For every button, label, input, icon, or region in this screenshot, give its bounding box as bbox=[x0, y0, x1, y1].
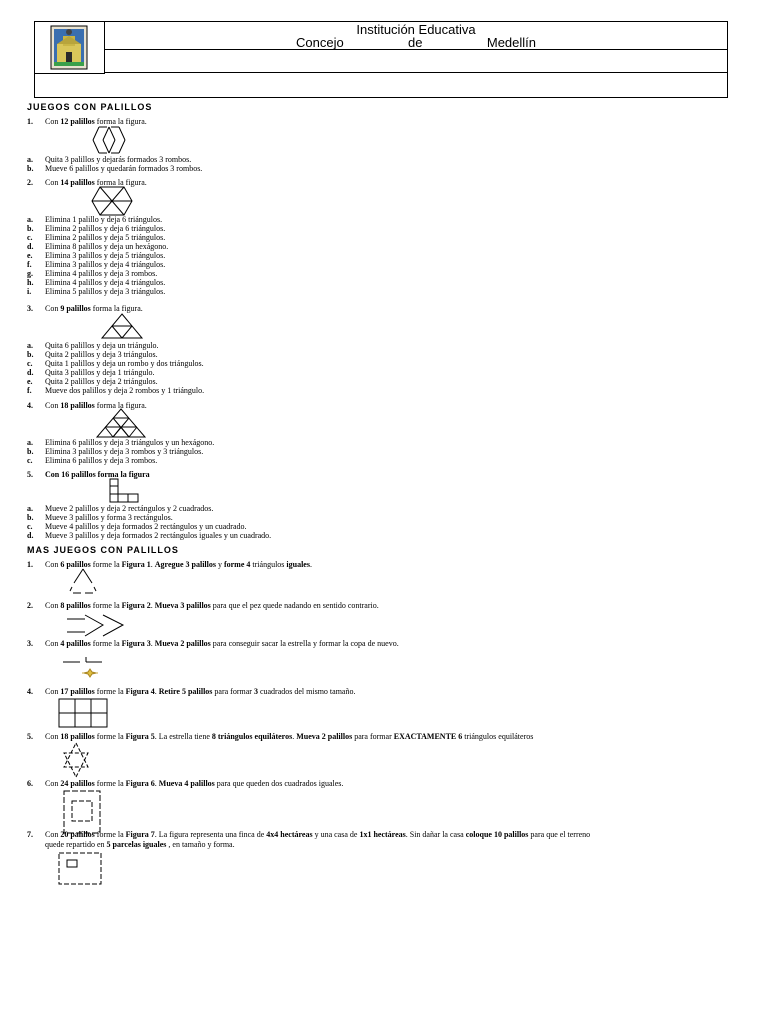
text: forme la bbox=[94, 830, 126, 839]
text: Con bbox=[45, 401, 61, 410]
subtitle-word: Medellín bbox=[486, 35, 536, 50]
bold-text: Con 16 palillos forma la figura bbox=[45, 470, 150, 479]
logo-cell bbox=[35, 22, 105, 73]
item-letter: c. bbox=[27, 359, 33, 368]
item-text: Elimina 6 palillos y deja 3 triángulos y un hexágono. bbox=[45, 438, 215, 447]
text: forma la figura. bbox=[90, 304, 143, 313]
item-letter: d. bbox=[27, 368, 34, 377]
problem-3-statement bbox=[27, 304, 143, 313]
text: . bbox=[309, 560, 312, 569]
problem-number: 1. bbox=[27, 117, 33, 126]
list-item bbox=[27, 215, 162, 224]
list-item bbox=[27, 155, 191, 164]
item-letter: h. bbox=[27, 278, 34, 287]
bold-text: EXACTAMENTE 6 bbox=[393, 732, 463, 741]
text: Con bbox=[45, 560, 61, 569]
bold-text: 8 triángulos equiláteros bbox=[211, 732, 293, 741]
text: forma la figura. bbox=[94, 401, 147, 410]
list-item bbox=[27, 278, 165, 287]
item-text: Quita 2 palillos y deja 3 triángulos. bbox=[45, 350, 158, 359]
list-item bbox=[27, 359, 204, 368]
list-item bbox=[27, 233, 165, 242]
item-letter: a. bbox=[27, 155, 33, 164]
figure-rhombus-hexagon bbox=[93, 126, 133, 154]
list-item bbox=[27, 438, 214, 447]
subtitle-word: de bbox=[408, 35, 423, 50]
bold-text: Mueva 3 palillos bbox=[154, 601, 211, 610]
problem-number: 2. bbox=[27, 601, 33, 610]
item-letter: e. bbox=[27, 377, 33, 386]
text: quede repartido en bbox=[45, 840, 107, 849]
item-text: Elimina 3 palillos y deja 5 triángulos. bbox=[45, 251, 166, 260]
list-item bbox=[27, 531, 271, 540]
bold-text: Figura 7 bbox=[125, 830, 155, 839]
item-letter: c. bbox=[27, 456, 33, 465]
problem-statement-continued bbox=[45, 840, 235, 849]
bold-text: 14 palillos bbox=[60, 178, 95, 187]
text: . bbox=[150, 639, 155, 648]
bold-text: 6 palillos bbox=[60, 560, 91, 569]
header-table bbox=[34, 21, 728, 98]
coat-of-arms-icon bbox=[35, 22, 103, 72]
item-letter: i. bbox=[27, 287, 32, 296]
item-text: Elimina 6 palillos y deja 3 rombos. bbox=[45, 456, 158, 465]
item-letter: d. bbox=[27, 242, 34, 251]
problem-number: 6. bbox=[27, 779, 33, 788]
list-item bbox=[27, 260, 165, 269]
figure-1-triangle bbox=[70, 568, 100, 594]
bold-text: 18 palillos bbox=[60, 401, 95, 410]
text: forme la bbox=[94, 779, 126, 788]
bold-text: Figura 3 bbox=[121, 639, 151, 648]
list-item bbox=[27, 377, 158, 386]
list-item bbox=[27, 164, 202, 173]
item-text: Elimina 3 palillos y deja 3 rombos y 3 triángulos. bbox=[45, 447, 204, 456]
list-item bbox=[27, 224, 165, 233]
bold-text: Figura 5 bbox=[125, 732, 155, 741]
bold-text: 3 bbox=[253, 687, 258, 696]
item-text: Quita 3 palillos y deja 1 triángulo. bbox=[45, 368, 155, 377]
bold-text: 17 palillos bbox=[60, 687, 95, 696]
problem-statement bbox=[27, 779, 343, 788]
problem-number: 4. bbox=[27, 401, 33, 410]
list-item bbox=[27, 242, 168, 251]
item-text: Mueve 3 palillos y deja formados 2 rectángulos iguales y un cuadrado. bbox=[45, 531, 272, 540]
bold-text: 24 palillos bbox=[60, 779, 95, 788]
text: . bbox=[154, 687, 159, 696]
item-text: Mueve 3 palillos y forma 3 rectángulos. bbox=[45, 513, 173, 522]
text: para formar bbox=[352, 732, 394, 741]
list-item bbox=[27, 504, 213, 513]
item-text: Elimina 4 palillos y deja 4 triángulos. bbox=[45, 278, 166, 287]
bold-text: Figura 6 bbox=[125, 779, 155, 788]
problem-number: 3. bbox=[27, 639, 33, 648]
item-text: Elimina 8 palillos y deja un hexágono. bbox=[45, 242, 169, 251]
item-text: Mueve 6 palillos y quedarán formados 3 rombos. bbox=[45, 164, 203, 173]
item-letter: a. bbox=[27, 438, 33, 447]
list-item bbox=[27, 456, 157, 465]
bold-text: 18 palillos bbox=[60, 732, 95, 741]
bold-text: 4 palillos bbox=[60, 639, 91, 648]
item-text: Quita 6 palillos y deja un triángulo. bbox=[45, 341, 159, 350]
item-letter: a. bbox=[27, 341, 33, 350]
bold-text: 1x1 hectáreas bbox=[359, 830, 406, 839]
item-letter: c. bbox=[27, 522, 33, 531]
list-item bbox=[27, 447, 203, 456]
item-letter: c. bbox=[27, 233, 33, 242]
list-item bbox=[27, 368, 155, 377]
text: forme la bbox=[94, 732, 126, 741]
bold-text: Mueva 2 palillos bbox=[154, 639, 211, 648]
text: . Sin dañar la casa bbox=[405, 830, 466, 839]
problem-number: 5. bbox=[27, 732, 33, 741]
list-item bbox=[27, 386, 204, 395]
bold-text: 8 palillos bbox=[60, 601, 91, 610]
bold-text: Retire 5 palillos bbox=[158, 687, 213, 696]
item-letter: b. bbox=[27, 447, 34, 456]
text: Con bbox=[45, 779, 61, 788]
bold-text: Figura 1 bbox=[121, 560, 151, 569]
problem-number: 5. bbox=[27, 470, 33, 479]
item-letter: a. bbox=[27, 504, 33, 513]
section-title: MAS JUEGOS CON PALILLOS bbox=[27, 545, 179, 555]
bold-text: Figura 4 bbox=[125, 687, 155, 696]
item-letter: d. bbox=[27, 531, 34, 540]
item-letter: f. bbox=[27, 386, 32, 395]
item-letter: f. bbox=[27, 260, 32, 269]
section-title: JUEGOS CON PALILLOS bbox=[27, 102, 153, 112]
list-item bbox=[27, 269, 157, 278]
item-text: Elimina 3 palillos y deja 4 triángulos. bbox=[45, 260, 166, 269]
item-letter: b. bbox=[27, 513, 34, 522]
text: para que queden dos cuadrados iguales. bbox=[214, 779, 344, 788]
item-text: Elimina 2 palillos y deja 6 triángulos. bbox=[45, 224, 166, 233]
text: y bbox=[215, 560, 224, 569]
text: . bbox=[292, 732, 297, 741]
header-divider bbox=[35, 73, 105, 74]
bold-text: iguales bbox=[286, 560, 310, 569]
bold-text: Mueva 2 palillos bbox=[296, 732, 353, 741]
text: Con bbox=[45, 178, 61, 187]
item-text: Mueve 2 palillos y deja 2 rectángulos y 2 cuadrados. bbox=[45, 504, 214, 513]
text: forma la figura. bbox=[94, 178, 147, 187]
header-empty-cell bbox=[105, 50, 727, 73]
problem-1-statement bbox=[27, 117, 147, 126]
text: Con bbox=[45, 830, 61, 839]
figure-5-star bbox=[58, 742, 94, 778]
figure-7-farm bbox=[58, 852, 104, 886]
text: forme la bbox=[90, 601, 122, 610]
item-letter: b. bbox=[27, 350, 34, 359]
problem-number: 2. bbox=[27, 178, 33, 187]
figure-4-grid bbox=[58, 698, 110, 730]
text: Con bbox=[45, 117, 61, 126]
text: forme la bbox=[90, 560, 122, 569]
bold-text: Mueva 4 palillos bbox=[158, 779, 215, 788]
item-text: Elimina 2 palillos y deja 5 triángulos. bbox=[45, 233, 166, 242]
institution-name: Institución Educativa bbox=[356, 22, 476, 37]
text: Con bbox=[45, 732, 61, 741]
list-item bbox=[27, 350, 158, 359]
problem-statement bbox=[27, 601, 379, 610]
list-item bbox=[27, 287, 165, 296]
text: . La figura representa una finca de bbox=[154, 830, 267, 839]
item-text: Elimina 1 palillo y deja 6 triángulos. bbox=[45, 215, 163, 224]
figure-2-fish bbox=[65, 612, 127, 638]
subtitle-word: Concejo bbox=[296, 35, 344, 50]
problem-statement bbox=[27, 830, 590, 839]
item-letter: b. bbox=[27, 224, 34, 233]
item-letter: g. bbox=[27, 269, 33, 278]
problem-number: 3. bbox=[27, 304, 33, 313]
item-text: Quita 2 palillos y deja 2 triángulos. bbox=[45, 377, 158, 386]
text: . bbox=[150, 560, 155, 569]
figure-squares-16 bbox=[109, 478, 141, 504]
bold-text: 5 parcelas iguales bbox=[106, 840, 167, 849]
item-text: Quita 3 palillos y dejarás formados 3 rombos. bbox=[45, 155, 192, 164]
item-letter: e. bbox=[27, 251, 33, 260]
institution-title bbox=[105, 22, 727, 50]
text: cuadrados del mismo tamaño. bbox=[257, 687, 356, 696]
text: para formar bbox=[212, 687, 254, 696]
list-item bbox=[27, 251, 165, 260]
item-text: Mueve 4 palillos y deja formados 2 rectángulos y un cuadrado. bbox=[45, 522, 247, 531]
problem-number: 7. bbox=[27, 830, 33, 839]
text: para que el pez quede nadando en sentido contrario. bbox=[210, 601, 379, 610]
list-item bbox=[27, 522, 247, 531]
figure-3-cup bbox=[62, 656, 106, 682]
text: forma la figura. bbox=[94, 117, 147, 126]
item-text: Elimina 5 palillos y deja 3 triángulos. bbox=[45, 287, 166, 296]
text: triángulos equiláteros bbox=[462, 732, 534, 741]
problem-statement bbox=[27, 639, 399, 648]
bold-text: forme 4 bbox=[223, 560, 251, 569]
text: triángulos bbox=[250, 560, 287, 569]
list-item bbox=[27, 341, 159, 350]
text: para que el terreno bbox=[528, 830, 591, 839]
problem-number: 4. bbox=[27, 687, 33, 696]
text: Con bbox=[45, 601, 61, 610]
figure-triangle-9 bbox=[101, 313, 145, 339]
text: y una casa de bbox=[312, 830, 360, 839]
text: . bbox=[150, 601, 155, 610]
text: forme la bbox=[94, 687, 126, 696]
text: . La estrella tiene bbox=[154, 732, 212, 741]
text: forme la bbox=[90, 639, 122, 648]
problem-statement bbox=[27, 687, 355, 696]
item-text: Elimina 4 palillos y deja 3 rombos. bbox=[45, 269, 158, 278]
bold-text: Agregue 3 palillos bbox=[154, 560, 216, 569]
text: Con bbox=[45, 639, 61, 648]
bold-text: coloque 10 palillos bbox=[465, 830, 529, 839]
bold-text: 20 palillos bbox=[60, 830, 95, 839]
problem-statement bbox=[27, 732, 533, 741]
item-letter: b. bbox=[27, 164, 34, 173]
bold-text: 9 palillos bbox=[60, 304, 91, 313]
text: Con bbox=[45, 687, 61, 696]
institution-subtitle bbox=[296, 36, 536, 49]
figure-triangle-18 bbox=[97, 408, 149, 438]
problem-number: 1. bbox=[27, 560, 33, 569]
text: . bbox=[154, 779, 159, 788]
bold-text: 4x4 hectáreas bbox=[266, 830, 313, 839]
bold-text: Figura 2 bbox=[121, 601, 151, 610]
bold-text: 12 palillos bbox=[60, 117, 95, 126]
item-text: Quita 1 palillos y deja un rombo y dos triángulos. bbox=[45, 359, 204, 368]
figure-hexagon-triangles bbox=[92, 186, 140, 216]
item-letter: a. bbox=[27, 215, 33, 224]
list-item bbox=[27, 513, 173, 522]
item-text: Mueve dos palillos y deja 2 rombos y 1 triángulo. bbox=[45, 386, 205, 395]
text: , en tamaño y forma. bbox=[166, 840, 235, 849]
text: para conseguir sacar la estrella y formar la copa de nuevo. bbox=[210, 639, 399, 648]
text: Con bbox=[45, 304, 61, 313]
